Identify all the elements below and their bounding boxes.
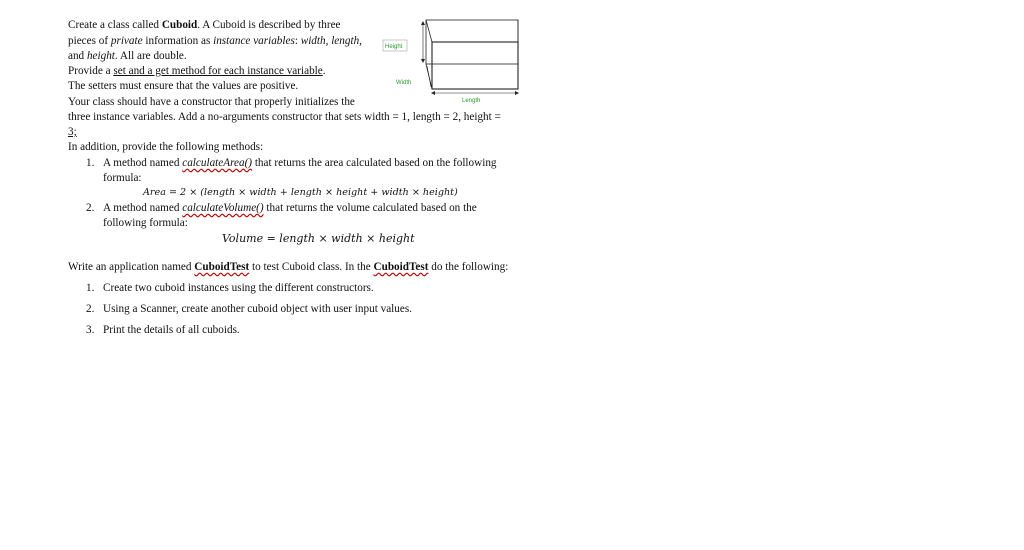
step-3-text: Print the details of all cuboids.: [103, 324, 240, 336]
cuboid-test-name-2: CuboidTest: [373, 261, 429, 273]
method-1-number: 1.: [86, 157, 95, 169]
step-3-number: 3.: [86, 324, 95, 336]
intro-line-5: The setters must ensure that the values are positive.: [68, 80, 299, 92]
intro-line-1: Create a class called Cuboid. A Cuboid is described by three: [68, 19, 341, 31]
length-label: Length: [462, 98, 481, 104]
step-2-number: 2.: [86, 303, 95, 315]
app-intro: Write an application named CuboidTest to test Cuboid class. In the CuboidTest do the following:: [68, 261, 509, 273]
intro-line-6: Your class should have a constructor that properly initializes the: [68, 96, 355, 108]
cuboid-diagram: [380, 18, 525, 108]
setter-getter-link[interactable]: set and a get method for each instance variable: [113, 65, 323, 77]
height-label: Height: [385, 44, 403, 50]
step-2-text: Using a Scanner, create another cuboid object with user input values.: [103, 303, 412, 315]
method-2-cont: following formula:: [103, 217, 188, 229]
width-label: Width: [396, 80, 412, 86]
methods-heading: In addition, provide the following methods:: [68, 141, 264, 153]
method-1-cont: formula:: [103, 172, 142, 184]
calculate-volume-name: calculateVolume(): [182, 202, 264, 214]
intro-line-3: and height. All are double.: [68, 50, 187, 62]
step-1-number: 1.: [86, 282, 95, 294]
volume-formula: Volume = length × width × height: [222, 232, 415, 245]
intro-line-2: pieces of private information as instance variables: width, length,: [68, 35, 362, 47]
area-formula: Area = 2 × (length × width + length × height + width × height): [143, 187, 458, 198]
step-1-text: Create two cuboid instances using the different constructors.: [103, 282, 374, 294]
calculate-area-name: calculateArea(): [182, 157, 253, 169]
intro-line-8: 3;: [68, 126, 77, 138]
method-2-number: 2.: [86, 202, 95, 214]
intro-line-7: three instance variables. Add a no-arguments constructor that sets width = 1, length = 2, height =: [68, 111, 501, 123]
method-2-line: A method named calculateVolume() that returns the volume calculated based on the: [103, 202, 477, 214]
intro-line-4: Provide a set and a get method for each instance variable.: [68, 65, 326, 77]
cuboid-test-name-1: CuboidTest: [194, 261, 250, 273]
method-1-line: A method named calculateArea() that returns the area calculated based on the following: [103, 157, 497, 169]
